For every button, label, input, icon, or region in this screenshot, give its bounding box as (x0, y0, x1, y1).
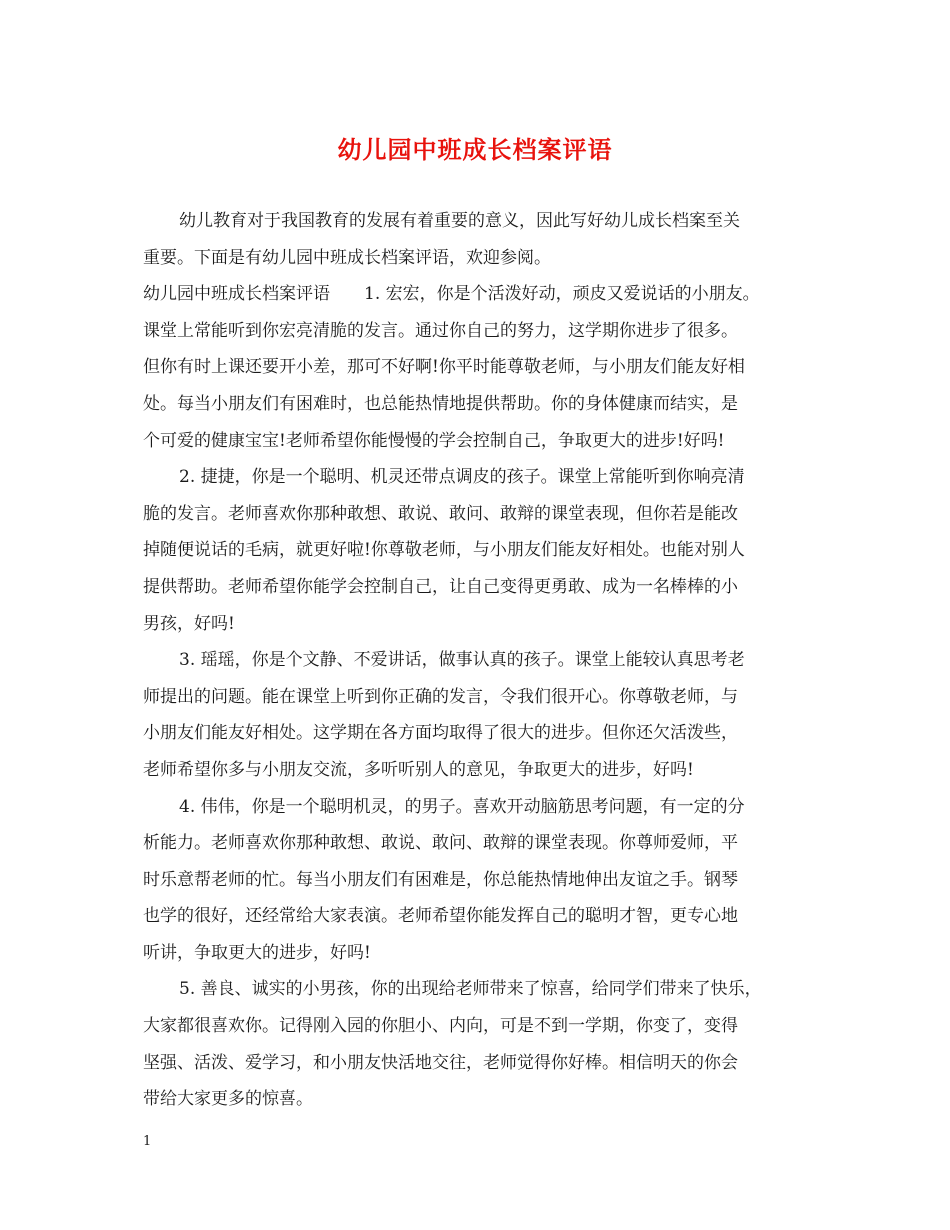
body-text-line: 带给大家更多的惊喜。 (143, 1089, 313, 1110)
body-text-line: 大家都很喜欢你。记得刚入园的你胆小、内向，可是不到一学期，你变了，变得 (143, 1016, 738, 1037)
body-text-line: 但你有时上课还要开小差，那可不好啊!你平时能尊敬老师，与小朋友们能友好相 (143, 357, 745, 378)
body-text-line: 坚强、活泼、爱学习，和小朋友快活地交往，老师觉得你好棒。相信明天的你会 (143, 1052, 738, 1073)
body-text-line: 掉随便说话的毛病，就更好啦!你尊敬老师，与小朋友们能友好相处。也能对别人 (143, 540, 745, 561)
body-text-line: 4. 伟伟，你是一个聪明机灵，的男子。喜欢开动脑筋思考问题，有一定的分 (179, 796, 745, 817)
body-text-line: 老师希望你多与小朋友交流，多听听别人的意见，争取更大的进步，好吗! (143, 759, 694, 780)
body-text-line: 3. 瑶瑶，你是个文静、不爱讲话，做事认真的孩子。课堂上能较认真思考老 (179, 650, 745, 671)
document-body (143, 203, 808, 1118)
body-text-line: 课堂上常能听到你宏亮清脆的发言。通过你自己的努力，这学期你进步了很多。 (143, 320, 738, 341)
body-text-line: 提供帮助。老师希望你能学会控制自己，让自己变得更勇敢、成为一名棒棒的小 (143, 576, 738, 597)
body-text-line: 脆的发言。老师喜欢你那种敢想、敢说、敢问、敢辩的课堂表现，但你若是能改 (143, 503, 738, 524)
body-text-line: 师提出的问题。能在课堂上听到你正确的发言，令我们很开心。你尊敬老师，与 (143, 686, 738, 707)
body-text-line: 5. 善良、诚实的小男孩，你的出现给老师带来了惊喜，给同学们带来了快乐， (179, 979, 762, 1000)
document-title: 幼儿园中班成长档案评语 (337, 135, 613, 164)
page-number: 1 (143, 1134, 152, 1149)
body-text-line: 听讲，争取更大的进步，好吗! (143, 942, 371, 963)
body-text-line: 析能力。老师喜欢你那种敢想、敢说、敢问、敢辩的课堂表现。你尊师爱师，平 (143, 833, 738, 854)
body-text-line: 重要。下面是有幼儿园中班成长档案评语，欢迎参阅。 (143, 247, 551, 268)
body-text-line: 处。每当小朋友们有困难时，也总能热情地提供帮助。你的身体健康而结实，是 (143, 393, 738, 414)
body-text-line: 也学的很好，还经常给大家表演。老师希望你能发挥自己的聪明才智，更专心地 (143, 906, 738, 927)
body-text-line: 男孩，好吗! (143, 613, 235, 634)
body-text-line: 幼儿教育对于我国教育的发展有着重要的意义，因此写好幼儿成长档案至关 (179, 211, 740, 231)
body-text-line: 2. 捷捷，你是一个聪明、机灵还带点调皮的孩子。课堂上常能听到你响亮清 (179, 467, 745, 488)
body-text-line: 个可爱的健康宝宝!老师希望你能慢慢的学会控制自己，争取更大的进步!好吗! (143, 430, 725, 451)
body-text-line: 时乐意帮老师的忙。每当小朋友们有困难是，你总能热情地伸出友谊之手。钢琴 (143, 869, 738, 890)
body-text-line: 幼儿园中班成长档案评语 1. 宏宏，你是个活泼好动，顽皮又爱说话的小朋友。 (143, 284, 760, 305)
body-text-line: 小朋友们能友好相处。这学期在各方面均取得了很大的进步。但你还欠活泼些， (143, 723, 738, 744)
